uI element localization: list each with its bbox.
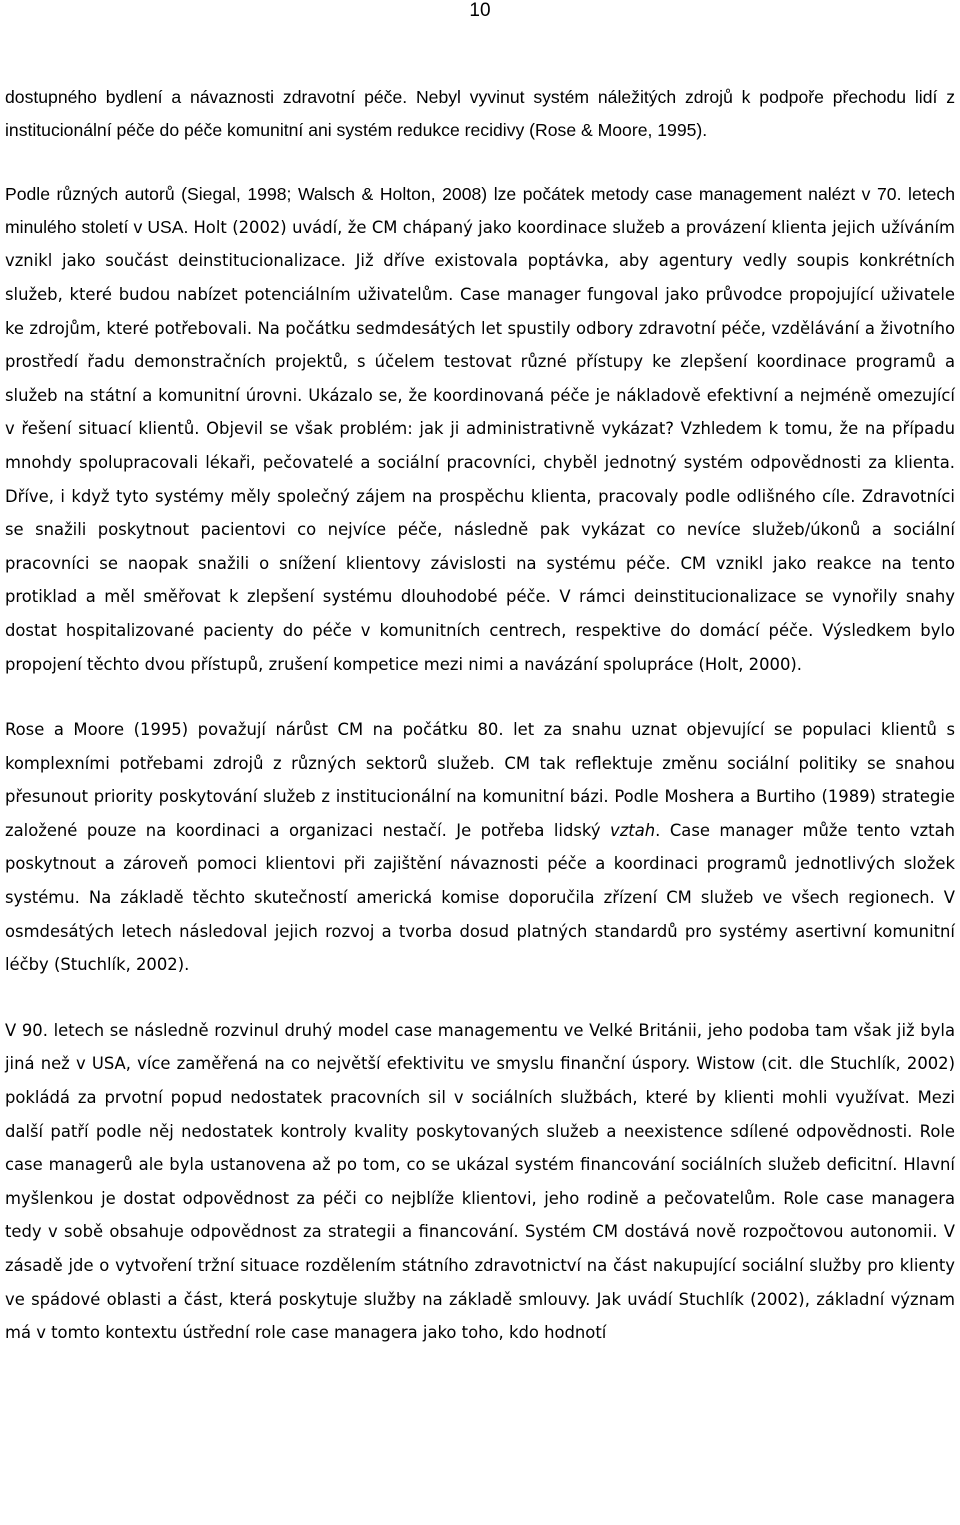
paragraph <box>5 713 955 982</box>
paragraph <box>5 81 955 146</box>
paragraph-text: V 90. letech se následně rozvinul druhý model case managementu ve Velké Británii, jeho podoba tam však již byla jiná než v USA, více zaměřená na co největší efektivitu ve smyslu finanční úspory. Wistow (cit. dle Stuchlík, 2002) pokládá za prvotní popud nedostatek pracovních sil v sociálních službách, které by klienti mohli využívat. Mezi další patří podle něj nedostatek kontroly kvality poskytovaných služeb a neexistence sdílené odpovědnosti. Role case managerů ale byla ustanovena až po tom, co se ukázal systém financování sociálních služeb deficitní. Hlavní myšlenkou je dostat odpovědnost za péči co nejblíže klientovi, jeho rodině a pečovatelům. Role case managera tedy v sobě obsahuje odpovědnost za strategii a financování. Systém CM dostává nově rozpočtovou autonomii. V zásadě jde o vytvoření tržní situace rozdělením státního zdravotnictví na část nakupující sociální služby pro klienty ve spádové oblasti a část, která poskytuje služby na základě smlouvy. Jak uvádí Stuchlík (2002), základní význam má v tomto kontextu ústřední role case managera jako toho, kdo hodnotí <box>5 1020 955 1343</box>
paragraph-text: Holt (2002) uvádí, že CM chápaný jako koordinace služeb a provázení klienta jejich užíváním vznikl jako součást deinstitucionalizace. Již dříve existovala poptávka, aby agentury vedly soupis konkrétních služeb, které budou nabízet potenciálním uživatelům. Case manager fungoval jako průvodce propojující uživatele ke zdrojům, které potřebovali. Na počátku sedmdesátých let spustily odbory zdravotní péče, vzdělávání a životního prostředí řadu demonstračních projektů, s účelem testovat různé přístupy ke zlepšení koordinace programů a služeb na státní a komunitní úrovni. Ukázalo se, že koordinovaná péče je nákladově efektivní a nejméně omezující v řešení situací klientů. Objevil se však problém: jak ji administrativně vykázat? Vzhledem k tomu, že na případu mnohdy spolupracovali lékaři, pečovatelé a sociální pracovníci, chyběl jednotný systém odpovědnosti za klienta. Dříve, i když tyto systémy měly společný zájem na prospěchu klienta, pracovaly podle odlišného cíle. Zdravotníci se snažili poskytnout pacientovi co nejvíce péče, následně pak vykázat co nevíce služeb/úkonů a sociální pracovníci se naopak snažili o snížení klientovy závislosti na systému péče. CM vznikl jako reakce na tento protiklad a měl směřovat k zlepšení systému dlouhodobé péče. V rámci deinstitucionalizace se vynořily snahy dostat hospitalizované pacienty do péče v komunitních centrech, respektive do domácí péče. Výsledkem bylo propojení těchto dvou přístupů, zrušení kompetice mezi nimi a navázání spolupráce (Holt, 2000). <box>5 217 956 674</box>
paragraph-text: Podle různých autorů (Siegal, 1998; Walsch & Holton, 2008) lze počátek metody case management nalézt v 70. letech minulého století v USA. <box>5 184 955 237</box>
paragraph-text: . Case manager může tento vztah poskytnout a zároveň pomoci klientovi při zajištění návaznosti péče a koordinaci programů jednotlivých složek systému. Na základě těchto skutečností americká komise doporučila zřízení CM služeb ve všech regionech. V osmdesátých letech následoval jejich rozvoj a tvorba dosud platných standardů pro systémy asertivní komunitní léčby (Stuchlík, 2002). <box>5 820 956 975</box>
paragraph-text: Rose a Moore (1995) považují nárůst CM na počátku 80. let za snahu uznat objevující se populaci klientů s komplexními potřebami zdrojů z různých sektorů služeb. CM tak reflektuje změnu sociální politiky se snahou přesunout priority poskytování služeb z institucionální na komunitní bázi. Podle Moshera a Burtiho (1989) strategie založené pouze na koordinaci a organizaci nestačí. Je potřeba lidský <box>5 720 955 840</box>
paragraph-text: dostupného bydlení a návaznosti zdravotní péče. Nebyl vyvinut systém náležitých zdrojů k podpoře přechodu lidí z institucionální péče do péče komunitní ani systém redukce recidivy (Rose & Moore, 1995). <box>5 87 955 140</box>
page-number: 10 <box>469 0 491 21</box>
paragraph <box>5 178 955 681</box>
paragraph <box>5 1014 955 1350</box>
document-body <box>5 81 955 1350</box>
italic-term: vztah <box>610 820 656 840</box>
